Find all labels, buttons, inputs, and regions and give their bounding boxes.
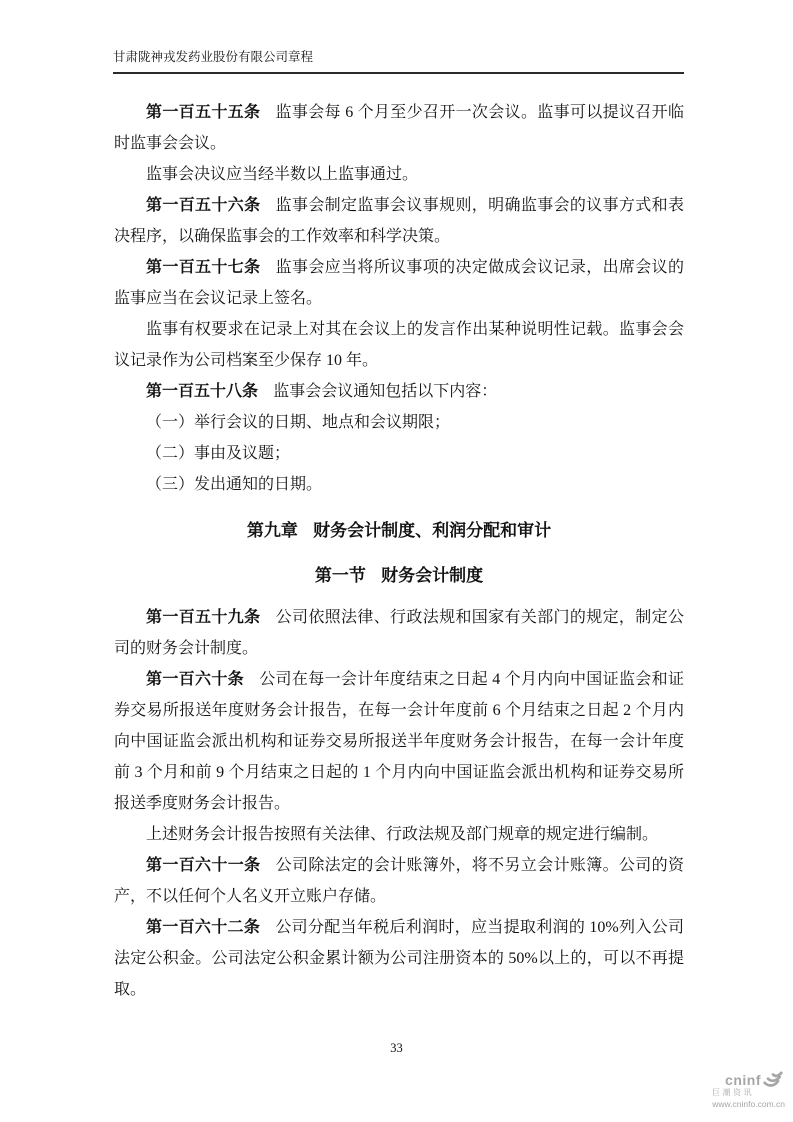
document-body xyxy=(114,97,684,1005)
paragraph: 监事有权要求在记录上对其在会议上的发言作出某种说明性记载。监事会会议记录作为公司档案至少保存 10 年。 xyxy=(114,321,684,369)
chapter-heading xyxy=(114,515,684,546)
page-header xyxy=(113,50,684,74)
article-text: 公司除法定的会计账簿外，将不另立会计账簿。公司的资产，不以任何个人名义开立账户存储。 xyxy=(114,857,684,905)
article-paragraph xyxy=(114,190,684,252)
article-text: 监事会制定监事会议事规则，明确监事会的议事方式和表决程序，以确保监事会的工作效率和科学决策。 xyxy=(114,197,684,245)
article-paragraph xyxy=(114,850,684,912)
cninfo-name: 巨潮资讯 xyxy=(712,1088,754,1097)
paragraph: （二）事由及议题； xyxy=(146,445,291,462)
article-number: 第一百六十条 xyxy=(146,671,245,688)
cninfo-url: www.cninfo.com.cn xyxy=(712,1099,785,1109)
article-paragraph xyxy=(114,376,684,407)
article-number: 第一百五十五条 xyxy=(146,104,261,121)
paragraph: 上述财务会计报告按照有关法律、行政法规及部门规章的规定进行编制。 xyxy=(146,826,659,843)
document-title: 甘肃陇神戎发药业股份有限公司章程 xyxy=(113,50,314,64)
cninfo-brand-row xyxy=(705,1071,785,1088)
article-text: 公司在每一会计年度结束之日起 4 个月内向中国证监会和证券交易所报送年度财务会计报告，在每一会计年度前 6 个月结束之日起 2 个月内向中国证监会派出机构和证券交易所报送半年度财务会计报告，在每一会计年度前 3 个月和前 9 个月结束之日起的 1 个月内向中国证监会派出机构和证券交易所报送季度财务会计报告。 xyxy=(114,671,684,812)
article-paragraph xyxy=(114,252,684,314)
chapter-title: 财务会计制度、利润分配和审计 xyxy=(313,521,552,540)
article-text: 监事会每 6 个月至少召开一次会议。监事可以提议召开临时监事会会议。 xyxy=(114,104,684,152)
cninfo-brand-text: cninf xyxy=(725,1071,761,1088)
page-number: 33 xyxy=(390,1041,403,1055)
article-paragraph xyxy=(114,664,684,819)
article-text: 公司依照法律、行政法规和国家有关部门的规定，制定公司的财务会计制度。 xyxy=(114,609,684,657)
article-number: 第一百六十一条 xyxy=(146,857,261,874)
article-paragraph xyxy=(114,912,684,1005)
article-text: 监事会会议通知包括以下内容： xyxy=(273,383,498,400)
chapter-label: 第九章 xyxy=(246,521,298,540)
article-text: 监事会应当将所议事项的决定做成会议记录，出席会议的监事应当在会议记录上签名。 xyxy=(114,259,684,307)
cninfo-watermark xyxy=(705,1071,785,1109)
article-text: 公司分配当年税后利润时，应当提取利润的 10%列入公司法定公积金。公司法定公积金累计额为公司注册资本的 50%以上的，可以不再提取。 xyxy=(114,919,684,998)
section-title: 财务会计制度 xyxy=(381,566,484,585)
section-label: 第一节 xyxy=(314,566,366,585)
article-paragraph xyxy=(114,602,684,664)
article-number: 第一百五十八条 xyxy=(146,383,259,400)
article-number: 第一百六十二条 xyxy=(146,919,261,936)
paragraph: （一）举行会议的日期、地点和会议期限； xyxy=(146,414,451,431)
article-paragraph xyxy=(114,97,684,159)
paragraph: 监事会决议应当经半数以上监事通过。 xyxy=(146,166,419,183)
article-number: 第一百五十九条 xyxy=(146,609,261,626)
article-number: 第一百五十七条 xyxy=(146,259,261,276)
section-heading xyxy=(114,560,684,591)
cninfo-swirl-icon xyxy=(763,1071,783,1088)
article-number: 第一百五十六条 xyxy=(146,197,261,214)
paragraph: （三）发出通知的日期。 xyxy=(146,476,323,493)
